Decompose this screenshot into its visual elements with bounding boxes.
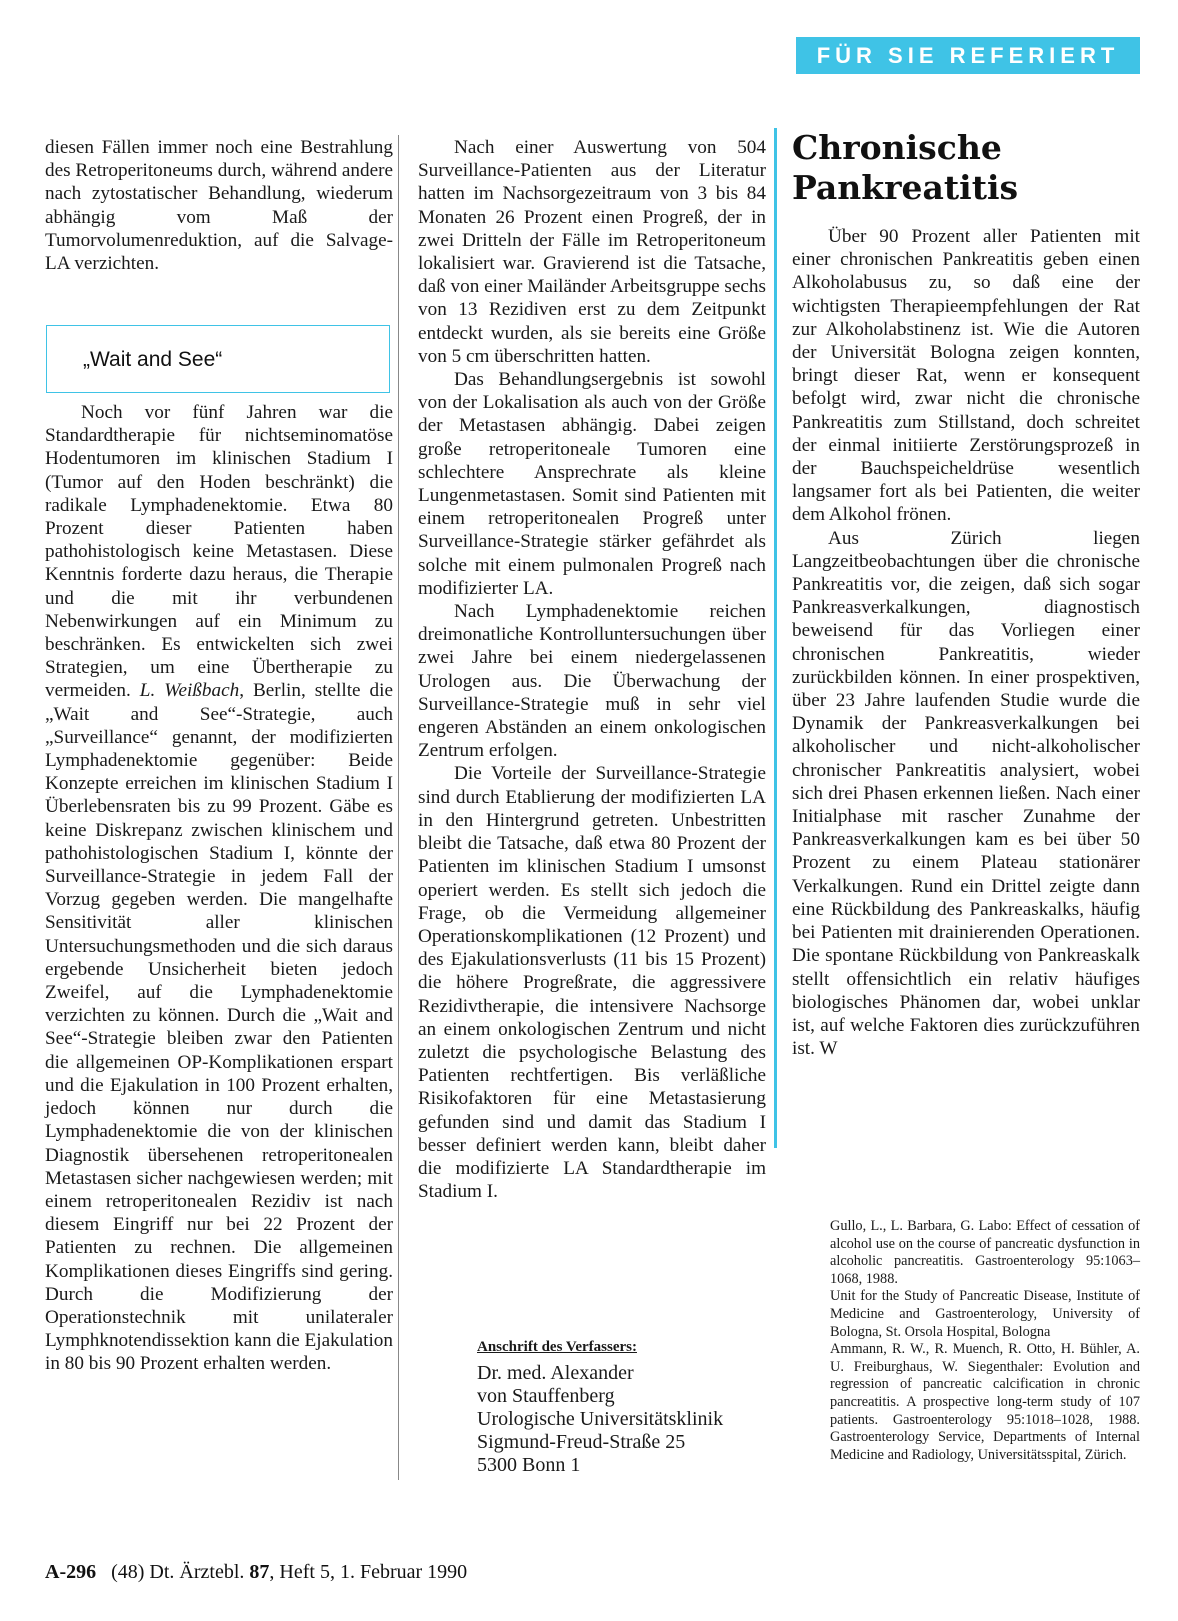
- article-column-2: [418, 136, 766, 1203]
- paragraph: [45, 401, 393, 1376]
- paragraph-text: , Berlin, stellte die „Wait and See“-Strategie, auch „Surveillance“ genannt, der modifizierten Lymphadenektomie gegenüber: Beide Konzepte erreichen im klinischen Stadium I Überlebensraten bis zu 99 Prozent. Gäbe es keine Diskrepanz zwischen klinischem und pathohistologischen Stadium I, könnte der Surveillance-Strategie in jedem Fall der Vorzug gegeben werden. Die mangelhafte Sensitivität aller klinischen Untersuchungsmethoden und die sich daraus ergebende Unsicherheit bieten jedoch Zweifel, auf die Lymphadenektomie verzichten zu können. Durch die „Wait and See“-Strategie bleiben zwar den Patienten die allgemeinen OP-Komplikationen erspart und die Ejakulation in 100 Prozent erhalten, jedoch können nur durch die Lymphadenektomie die von der klinischen Diagnostik übersehenen retroperitonealen Metastasen sicher nachgewiesen werden; mit einem retroperitonealen Rezidiv ist nach diesem Eingriff nur bei 22 Prozent der Patienten zu rechnen. Die allgemeinen Komplikationen dieses Eingriffs sind gering. Durch die Modifizierung der Operationstechnik mit unilateraler Lymphknotendissektion kann die Ejakulation in 80 bis 90 Prozent erhalten werden.: [45, 680, 393, 1375]
- address-heading: Anschrift des Verfassers:: [477, 1339, 637, 1355]
- references: [830, 1218, 1140, 1464]
- column-divider: [398, 135, 399, 1480]
- page-number: A-296: [45, 1561, 97, 1583]
- headline-line: Chronische: [792, 128, 1002, 167]
- address-line: Sigmund-Freud-Straße 25: [477, 1431, 686, 1453]
- column-accent-rule: [774, 128, 777, 1148]
- author-address: [477, 1338, 777, 1477]
- paragraph: Das Behandlungsergebnis ist sowohl von der Lokalisation als auch von der Größe der Metastasen abhängig. Dabei zeigen große retroperitoneale Tumoren eine schlechtere Ansprechrate als kleine Lungenmetastasen. Somit sind Patienten mit einem retroperitonealen Progreß unter Surveillance-Strategie stärker gefährdet als solche mit einem pulmonalen Progreß nach modifizierter LA.: [418, 369, 766, 599]
- journal-issue: , Heft 5, 1. Februar 1990: [269, 1561, 468, 1583]
- paragraph: Die Vorteile der Surveillance-Strategie sind durch Etablierung der modifizierten LA in den Hintergrund getreten. Unbestritten bleibt die Tatsache, daß etwa 80 Prozent der Patienten im klinischen Stadium I umsonst operiert werden. Es stellt sich jedoch die Frage, ob die Vermeidung allgemeiner Operationskomplikationen (12 Prozent) und des Ejakulationsverlusts (11 bis 15 Prozent) die höhere Progreßrate, die aggressivere Rezidivtherapie, die intensivere Nachsorge an einem onkologischen Zentrum und nicht zuletzt die psychologische Belastung des Patienten rechtfertigen. Bis verläßliche Risikofaktoren für eine Metastasierung gefunden sind und damit das Stadium I besser definiert werden kann, bleibt daher die modifizierte LA Standardtherapie im Stadium I.: [418, 763, 766, 1203]
- journal-ref: (48) Dt. Ärztebl.: [111, 1561, 245, 1583]
- address-line: Dr. med. Alexander: [477, 1362, 634, 1384]
- address-line: 5300 Bonn 1: [477, 1454, 581, 1476]
- reference: Ammann, R. W., R. Muench, R. Otto, H. Bühler, A. U. Freiburghaus, W. Siegenthaler: Evolution and regression of pancreatic calcification in chronic pancreatitis. A prospective long-term study of 107 patients. Gastroenterology 95:1018–1028, 1988. Gastroenterology Service, Departments of Internal Medicine and Radiology, Universitätsspital, Zürich.: [830, 1341, 1140, 1463]
- author-name: L. Weißbach: [139, 680, 240, 702]
- subheading: „Wait and See“: [83, 348, 223, 371]
- subheading-box: [46, 325, 390, 393]
- paragraph: Über 90 Prozent aller Patienten mit einer chronischen Pankreatitis geben einen Alkoholabusus zu, so daß eine der wichtigsten Therapieempfehlungen der Rat zur Alkoholabstinenz ist. Wie die Autoren der Universität Bologna zeigen konnten, bringt dieser Rat, wenn er konsequent befolgt wird, zwar nicht die chronische Pankreatitis zum Stillstand, doch schreitet der einmal initiierte Zerstörungsprozeß in der Bauchspeicheldrüse wesentlich langsamer fort als bei Patienten, die weiter dem Alkohol frönen.: [792, 226, 1140, 526]
- reference: Unit for the Study of Pancreatic Disease, Institute of Medicine and Gastroenterology, University of Bologna, St. Orsola Hospital, Bologna: [830, 1288, 1140, 1340]
- journal-volume: 87: [249, 1561, 270, 1583]
- article-column-1-body: [45, 401, 393, 1376]
- address-line: Urologische Universitätsklinik: [477, 1408, 724, 1430]
- article-column-1: [45, 136, 393, 275]
- paragraph: Aus Zürich liegen Langzeitbeobachtungen über die chronische Pankreatitis vor, die zeigen, daß sich sogar Pankreasverkalkungen, diagnostisch beweisend für das Vorliegen einer chronischen Pankreatitis, wieder zurückbilden können. In einer prospektiven, über 23 Jahre laufenden Studie wurde die Dynamik der Pankreasverkalkungen bei alkoholischer und nicht-alkoholischer chronischer Pankreatitis analysiert, wobei sich drei Phasen erkennen ließen. Nach einer Initialphase mit rascher Zunahme der Pankreasverkalkungen kam es bei über 50 Prozent zu einem Plateau stationärer Verkalkungen. Rund ein Drittel zeigte dann eine Rückbildung des Pankreaskalks, häufig bei Patienten mit drainierenden Operationen. Die spontane Rückbildung von Pankreaskalk stellt offensichtlich ein relativ häufiges biologisches Phänomen dar, wobei unklar ist, auf welche Faktoren dies zurückzuführen ist. W: [792, 527, 1140, 1060]
- article-column-3: [792, 225, 1140, 1060]
- address-line: von Stauffenberg: [477, 1385, 615, 1407]
- reference: Gullo, L., L. Barbara, G. Labo: Effect of cessation of alcohol use on the course of pancreatic dysfunction in alcoholic pancreatitis. Gastroenterology 95:1063–1068, 1988.: [830, 1218, 1140, 1287]
- article-headline: [792, 128, 1140, 208]
- paragraph-text: Noch vor fünf Jahren war die Standardtherapie für nichtseminomatöse Hodentumoren im klinischen Stadium I (Tumor auf den Hoden beschränkt) die radikale Lymphadenektomie. Etwa 80 Prozent dieser Patienten haben pathohistologisch keine Metastasen. Diese Kenntnis forderte dazu heraus, die Therapie und die mit ihr verbundenen Nebenwirkungen auf ein Minimum zu beschränken. Es entwickelten sich zwei Strategien, um eine Übertherapie zu vermeiden.: [45, 402, 393, 702]
- paragraph: Nach Lymphadenektomie reichen dreimonatliche Kontrolluntersuchungen über zwei Jahre bei einem niedergelassenen Urologen aus. Die Überwachung der Surveillance-Strategie muß in sehr viel engeren Abständen an einem onkologischen Zentrum erfolgen.: [418, 601, 766, 762]
- section-banner: FÜR SIE REFERIERT: [796, 37, 1140, 74]
- page-footer: [45, 1561, 467, 1584]
- paragraph: diesen Fällen immer noch eine Bestrahlung des Retroperitoneums durch, während andere nach zytostatischer Behandlung, wiederum abhängig vom Maß der Tumorvolumenreduktion, auf die Salvage-LA verzichten.: [45, 137, 393, 275]
- headline-line: Pankreatitis: [792, 168, 1019, 207]
- paragraph: Nach einer Auswertung von 504 Surveillance-Patienten aus der Literatur hatten im Nachsorgezeitraum von 3 bis 84 Monaten 26 Prozent einen Progreß, der in zwei Dritteln der Fälle im Retroperitoneum lokalisiert war. Gravierend ist die Tatsache, daß von einer Mailänder Arbeitsgruppe sechs von 13 Rezidiven erst zu dem Zeitpunkt entdeckt wurden, als sie bereits eine Größe von 5 cm überschritten hatten.: [418, 137, 766, 367]
